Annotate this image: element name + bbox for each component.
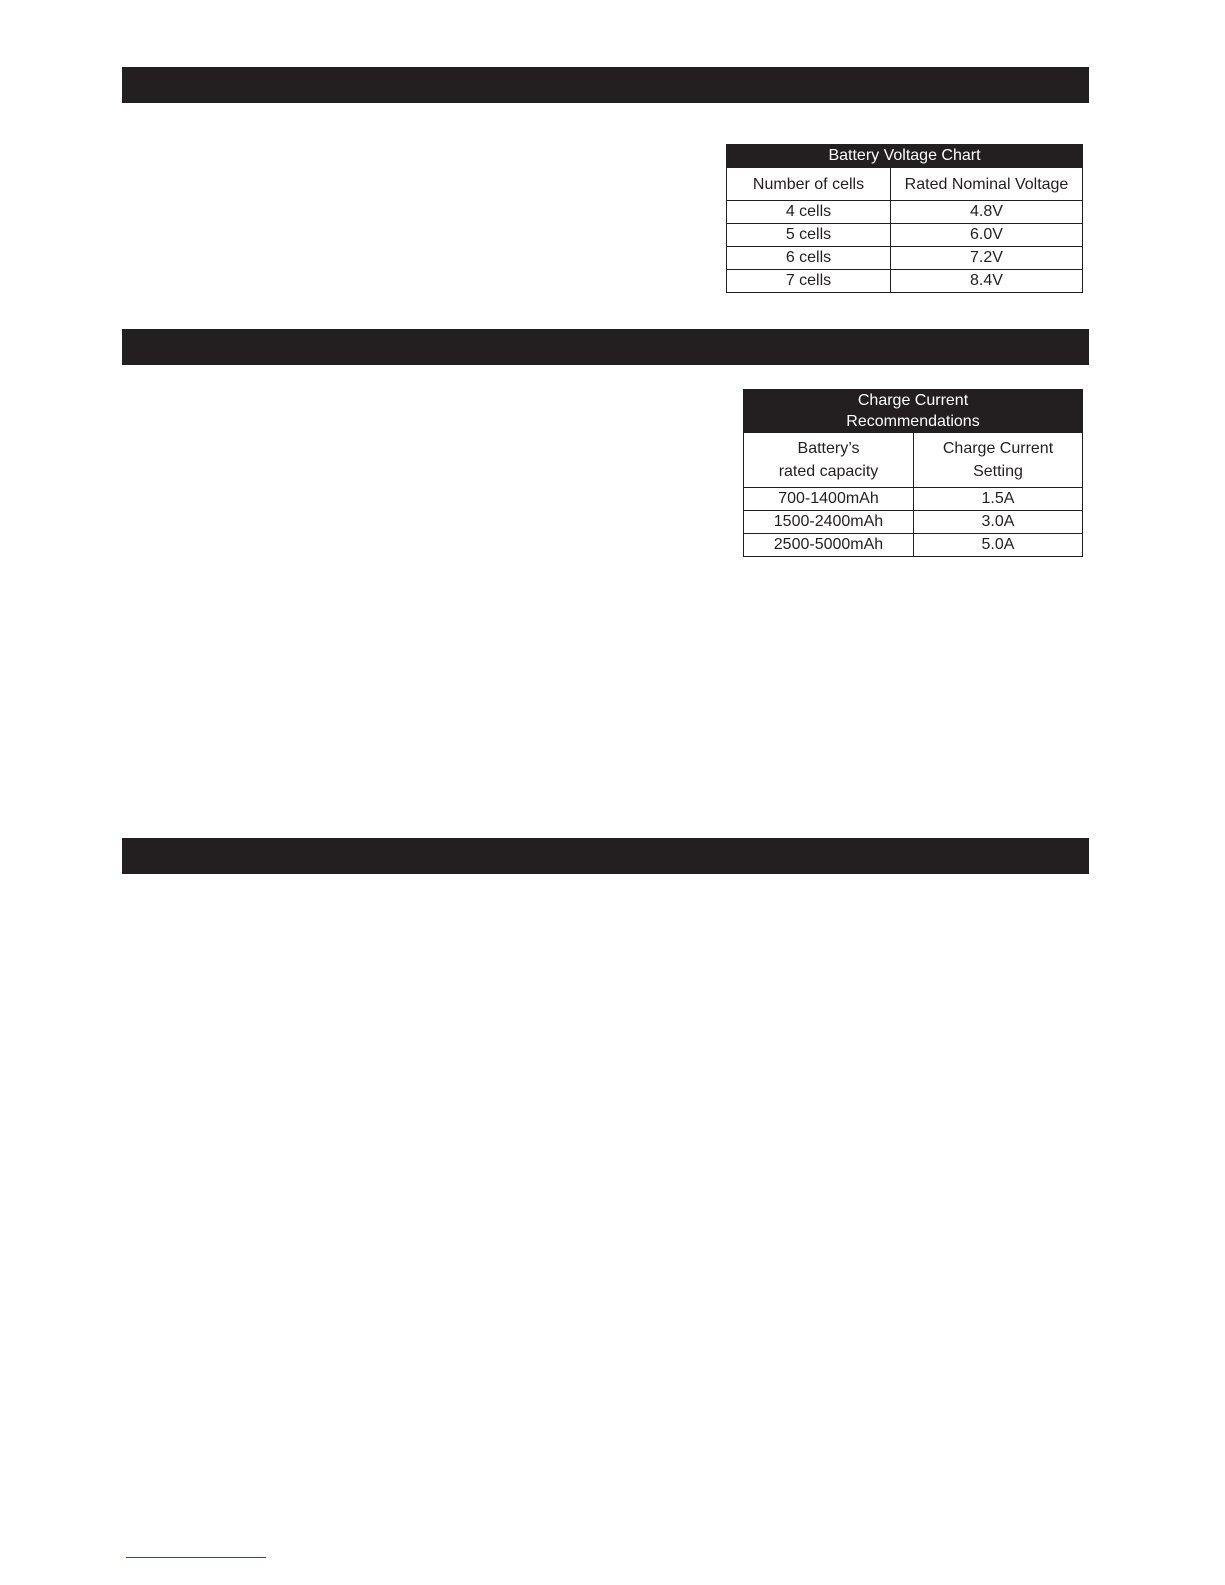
column-header-setting-line-1: Charge Current (942, 440, 1054, 457)
column-header-voltage: Rated Nominal Voltage (891, 168, 1083, 201)
table-row (727, 224, 1083, 247)
nominal-voltage: 4.8V (891, 201, 1083, 224)
nominal-voltage: 7.2V (891, 247, 1083, 270)
charge-chart-title-line-2: Recommendations (846, 413, 980, 430)
footer-link-underline[interactable] (126, 1557, 266, 1558)
table-row (727, 270, 1083, 293)
table-row (744, 534, 1083, 557)
table-row (744, 488, 1083, 511)
section-header-bar-1 (122, 67, 1089, 103)
column-header-capacity-line-2: rated capacity (778, 463, 879, 480)
table-row (727, 201, 1083, 224)
column-header-capacity (744, 433, 914, 488)
column-header-setting (914, 433, 1083, 488)
section-header-bar-2 (122, 329, 1089, 365)
nominal-voltage: 6.0V (891, 224, 1083, 247)
voltage-chart-title: Battery Voltage Chart (727, 145, 1083, 168)
cell-count: 5 cells (727, 224, 891, 247)
battery-voltage-chart (726, 144, 1083, 293)
charge-current: 1.5A (914, 488, 1083, 511)
cell-count: 7 cells (727, 270, 891, 293)
rated-capacity: 700-1400mAh (744, 488, 914, 511)
cell-count: 4 cells (727, 201, 891, 224)
table-row (727, 247, 1083, 270)
charge-chart-title-line-1: Charge Current (857, 392, 969, 409)
rated-capacity: 1500-2400mAh (744, 511, 914, 534)
nominal-voltage: 8.4V (891, 270, 1083, 293)
column-header-cells: Number of cells (727, 168, 891, 201)
cell-count: 6 cells (727, 247, 891, 270)
charge-current: 5.0A (914, 534, 1083, 557)
column-header-setting-line-2: Setting (973, 463, 1023, 480)
column-header-capacity-line-1: Battery’s (797, 440, 860, 457)
charge-current: 3.0A (914, 511, 1083, 534)
section-header-bar-3 (122, 838, 1089, 874)
rated-capacity: 2500-5000mAh (744, 534, 914, 557)
charge-chart-title (744, 390, 1083, 433)
charge-current-recommendations (743, 389, 1083, 557)
table-row (744, 511, 1083, 534)
